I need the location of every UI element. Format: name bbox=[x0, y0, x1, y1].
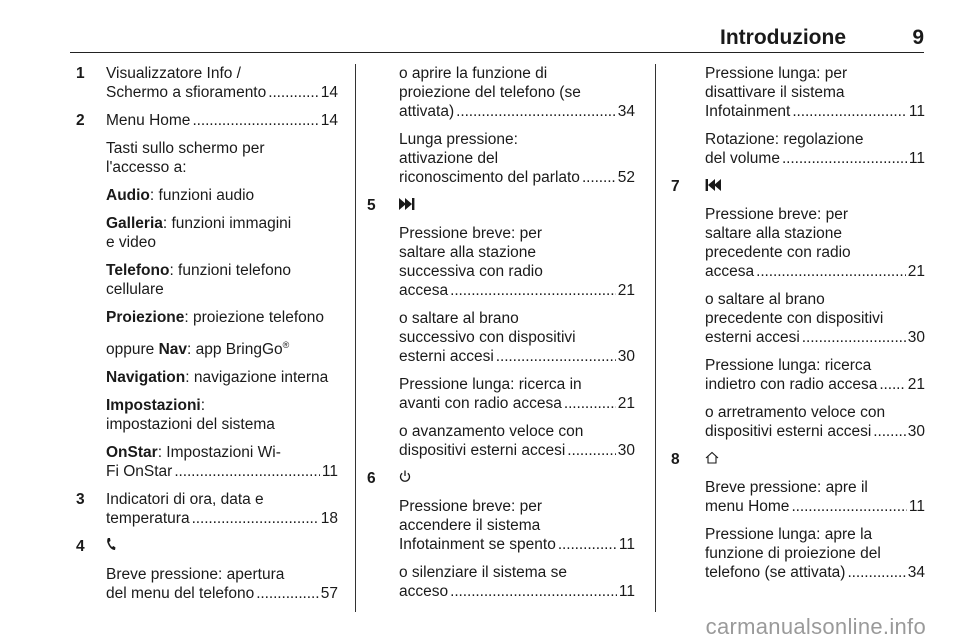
entry-3: 3 Indicatori di ora, data e temperatura . . . 18 bbox=[76, 490, 338, 528]
paragraph: Rotazione: regolazione del volume . . . 11 bbox=[705, 130, 925, 168]
column-3 bbox=[671, 64, 925, 591]
entry-number: 6 bbox=[367, 470, 376, 487]
page-ref[interactable]: 30 bbox=[617, 348, 635, 365]
entry-number: 4 bbox=[76, 538, 85, 556]
paragraph: Pressione breve: per saltare alla stazione precedente con radio accesa . . . 21 bbox=[705, 205, 925, 281]
paragraph: Lunga pressione: attivazione del riconoscimento del parlato . . . 52 bbox=[399, 130, 635, 187]
menu-impostazioni: Impostazioni: impostazioni del sistema bbox=[106, 397, 275, 434]
entry-number: 7 bbox=[671, 178, 680, 195]
paragraph: Pressione breve: per saltare alla stazione successiva con radio accesa . . . 21 bbox=[399, 224, 635, 300]
page-ref[interactable]: 21 bbox=[907, 263, 925, 280]
page-ref[interactable]: 11 bbox=[618, 536, 635, 553]
toc-line: del volume . . . 11 bbox=[705, 149, 925, 168]
page-ref[interactable]: 21 bbox=[907, 376, 925, 393]
page-ref[interactable]: 11 bbox=[908, 150, 925, 167]
toc-line: temperatura . . . 18 bbox=[106, 509, 338, 528]
toc-line: accesa . . . 21 bbox=[705, 262, 925, 281]
menu-proiezione: Proiezione: proiezione telefono bbox=[106, 309, 324, 326]
section-title: Introduzione bbox=[720, 26, 846, 49]
page-ref[interactable]: 11 bbox=[908, 498, 925, 515]
paragraph: o aprire la funzione di proiezione del telefono (se attivata) . . . 34 bbox=[399, 64, 635, 121]
entry-number: 2 bbox=[76, 112, 85, 129]
menu-nav: oppure Nav: app BringGo® bbox=[106, 340, 290, 359]
page-ref[interactable]: 34 bbox=[907, 564, 925, 581]
paragraph: o saltare al brano successivo con dispositivi esterni accesi . . . 30 bbox=[399, 309, 635, 366]
page-ref[interactable]: 34 bbox=[617, 103, 635, 120]
page-ref[interactable]: 11 bbox=[321, 463, 338, 481]
entry-number: 5 bbox=[367, 197, 376, 214]
page-ref[interactable]: 30 bbox=[907, 423, 925, 440]
skip-forward-icon bbox=[399, 196, 635, 215]
paragraph: Breve pressione: apre il menu Home . . . 11 bbox=[705, 478, 925, 516]
menu-telefono: Telefono: funzioni telefono cellulare bbox=[106, 262, 291, 298]
page-header bbox=[70, 26, 924, 53]
toc-line: riconoscimento del parlato . . . 52 bbox=[399, 168, 635, 187]
paragraph: o saltare al brano precedente con dispositivi esterni accesi . . . 30 bbox=[705, 290, 925, 347]
page-ref[interactable]: 30 bbox=[617, 442, 635, 459]
page-ref[interactable]: 21 bbox=[617, 395, 635, 412]
page-ref[interactable]: 11 bbox=[908, 103, 925, 120]
menu-audio: Audio: funzioni audio bbox=[106, 187, 255, 204]
entry-number: 1 bbox=[76, 65, 85, 82]
entry-number: 8 bbox=[671, 451, 680, 468]
column-1 bbox=[76, 64, 338, 603]
page-ref[interactable]: 57 bbox=[320, 585, 338, 603]
phone-icon bbox=[106, 537, 338, 556]
toc-line: telefono (se attivata) . . . 34 bbox=[705, 563, 925, 582]
menu-galleria: Galleria: funzioni immagini e video bbox=[106, 215, 292, 251]
page-ref[interactable]: 14 bbox=[320, 84, 338, 101]
page-ref[interactable]: 11 bbox=[618, 583, 635, 600]
entry-8 bbox=[671, 450, 925, 582]
menu-navigation: Navigation: navigazione interna bbox=[106, 369, 329, 387]
paragraph: Pressione lunga: per disattivare il sistema Infotainment . . . 11 bbox=[705, 64, 925, 121]
page-ref[interactable]: 18 bbox=[320, 510, 338, 528]
toc-line: avanti con radio accesa . . . 21 bbox=[399, 394, 635, 413]
toc-line: indietro con radio accesa . . . 21 bbox=[705, 375, 925, 394]
paragraph: Pressione lunga: ricerca in avanti con radio accesa . . . 21 bbox=[399, 375, 635, 413]
paragraph: o avanzamento veloce con dispositivi esterni accesi . . . 30 bbox=[399, 422, 635, 460]
toc-line: attivata) . . . 34 bbox=[399, 102, 635, 121]
toc-line: Schermo a sfioramento . . . 14 bbox=[106, 83, 338, 102]
watermark: carmanualsonline.info bbox=[705, 614, 926, 639]
entry-7 bbox=[671, 177, 925, 441]
toc-line: dispositivi esterni accesi . . . 30 bbox=[399, 441, 635, 460]
page-number: 9 bbox=[912, 26, 924, 49]
toc-line: accesa . . . 21 bbox=[399, 281, 635, 300]
paragraph: Pressione lunga: apre la funzione di proiezione del telefono (se attivata) . . . 34 bbox=[705, 525, 925, 582]
toc-line: esterni accesi . . . 30 bbox=[399, 347, 635, 366]
toc-line: menu Home . . . 11 bbox=[705, 497, 925, 516]
entry-6 bbox=[367, 469, 635, 601]
toc-line: Fi OnStar . . . 11 bbox=[106, 462, 338, 481]
column-divider bbox=[655, 64, 656, 612]
toc-line: esterni accesi . . . 30 bbox=[705, 328, 925, 347]
paragraph: o silenziare il sistema se acceso . . . 11 bbox=[399, 563, 635, 601]
entry-1 bbox=[76, 64, 338, 102]
toc-line: Infotainment . . . 11 bbox=[705, 102, 925, 121]
page-ref[interactable]: 30 bbox=[907, 329, 925, 346]
toc-line: del menu del telefono . . . 57 bbox=[106, 584, 338, 603]
column-2 bbox=[367, 64, 635, 610]
skip-back-icon bbox=[705, 177, 925, 196]
text-line: Visualizzatore Info / bbox=[106, 65, 241, 82]
toc-line: dispositivi esterni accesi . . . 30 bbox=[705, 422, 925, 441]
home-icon bbox=[705, 450, 925, 469]
page-ref[interactable]: 21 bbox=[617, 282, 635, 299]
paragraph: o arretramento veloce con dispositivi esterni accesi . . . 30 bbox=[705, 403, 925, 441]
paragraph: Pressione breve: per accendere il sistema Infotainment se spento . . . 11 bbox=[399, 497, 635, 554]
paragraph: Tasti sullo schermo per l'accesso a: bbox=[106, 140, 265, 176]
page-ref[interactable]: 14 bbox=[320, 112, 338, 129]
toc-line: acceso . . . 11 bbox=[399, 582, 635, 601]
page-ref[interactable]: 52 bbox=[617, 169, 635, 186]
entry-4: 4 Breve pressione: apertura del menu del telefono . . . 57 bbox=[76, 537, 338, 603]
paragraph: Pressione lunga: ricerca indietro con radio accesa . . . 21 bbox=[705, 356, 925, 394]
column-divider bbox=[355, 64, 356, 612]
entry-number: 3 bbox=[76, 491, 85, 509]
menu-onstar: OnStar: Impostazioni Wi- Fi OnStar . . . 11 bbox=[106, 443, 338, 481]
toc-line: Menu Home . . . 14 bbox=[106, 111, 338, 130]
entry-5 bbox=[367, 196, 635, 460]
power-icon bbox=[399, 469, 635, 488]
toc-line: Infotainment se spento . . . 11 bbox=[399, 535, 635, 554]
entry-2 bbox=[76, 111, 338, 481]
